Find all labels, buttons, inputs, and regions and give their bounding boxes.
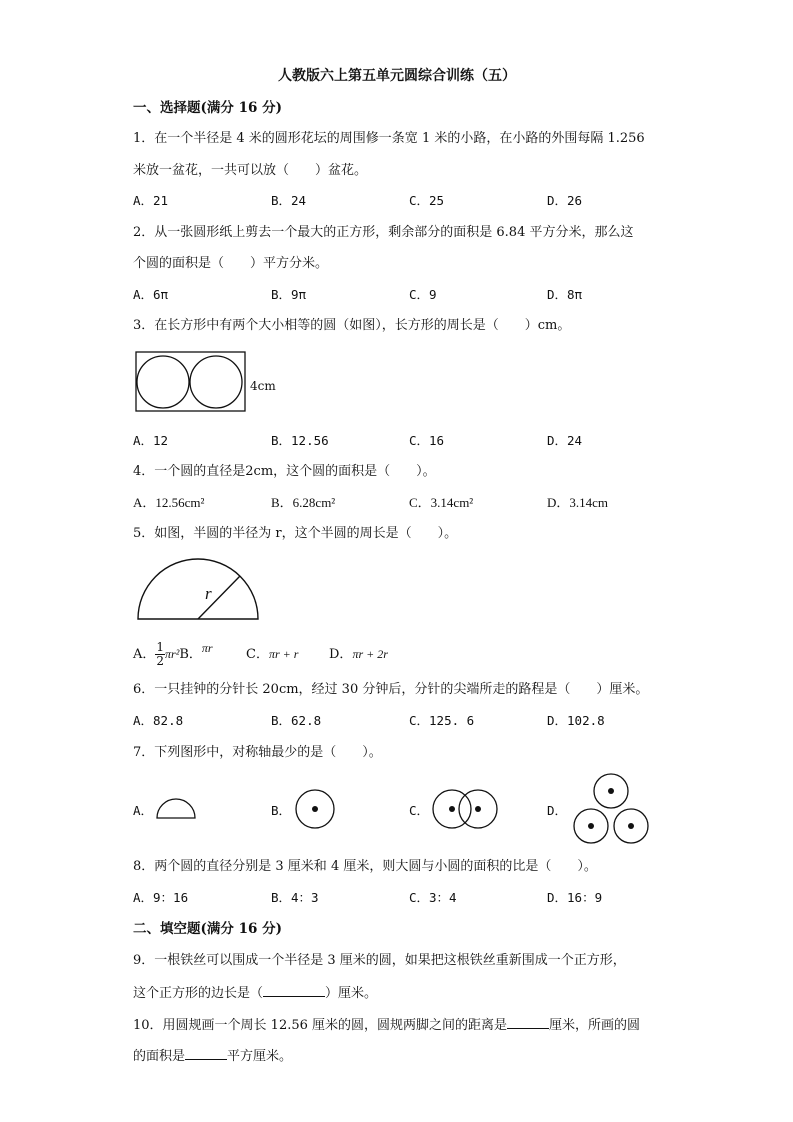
q3-option-d[interactable]: D．24 xyxy=(547,433,583,448)
q10-text-line1-end: 厘米，所画的圆 xyxy=(549,1018,641,1033)
q9-text-line2 xyxy=(133,984,377,1002)
q2-option-d[interactable]: D．8π xyxy=(547,287,583,302)
q3-option-a[interactable]: A．12 xyxy=(133,433,169,448)
q8-option-c[interactable]: C．3：4 xyxy=(409,890,457,905)
q5-option-c-label: C． xyxy=(246,647,269,662)
q5-figure-label: r xyxy=(205,584,212,603)
q5-option-c-expr: πr + r xyxy=(268,647,299,661)
q7-option-b-label[interactable]: B． xyxy=(271,803,292,818)
q1-option-b[interactable]: B．24 xyxy=(271,193,307,208)
q7-option-c-label[interactable]: C． xyxy=(409,803,430,818)
q10-text-line2-start: 的面积是 xyxy=(133,1049,186,1064)
q4-option-d[interactable]: D．3.14cm xyxy=(547,495,609,510)
q10-text-line1-start: 10．用圆规画一个周长 12.56 厘米的圆，圆规两脚之间的距离是 xyxy=(133,1018,508,1033)
q10-text-line2 xyxy=(133,1047,292,1065)
q5-option-a[interactable] xyxy=(133,636,213,673)
q1-option-a[interactable]: A．21 xyxy=(133,193,169,208)
q4-option-c[interactable]: C．3.14cm² xyxy=(409,495,474,510)
q8-option-a[interactable]: A．9：16 xyxy=(133,890,189,905)
section-heading-fill: 二、填空题(满分 16 分) xyxy=(133,921,282,937)
q7-option-d-three-circles-icon xyxy=(570,772,652,846)
q2-text-line1: 2．从一张圆形纸上剪去一个最大的正方形，剩余部分的面积是 6.84 平方分米，那么这 xyxy=(133,225,634,240)
q9-text-line1: 9．一根铁丝可以围成一个半径是 3 厘米的圆，如果把这根铁丝重新围成一个正方形， xyxy=(133,953,626,968)
q2-text-line2: 个圆的面积是（ ）平方分米。 xyxy=(133,256,329,271)
section-heading-choice: 一、选择题(满分 16 分) xyxy=(133,100,282,116)
q9-text-line2-end: ）厘米。 xyxy=(325,986,378,1001)
q5-option-d-expr: πr + 2r xyxy=(352,647,388,661)
q8-text-line1: 8．两个圆的直径分别是 3 厘米和 4 厘米，则大圆与小圆的面积的比是（ ）。 xyxy=(133,859,597,874)
q10-text-line1 xyxy=(133,1016,640,1034)
q5-option-a-expr: πr² xyxy=(165,647,180,661)
q5-option-d[interactable] xyxy=(329,646,388,663)
q5-option-a-denominator: 2 xyxy=(156,654,165,668)
page-title: 人教版六上第五单元圆综合训练（五） xyxy=(278,68,516,84)
q5-option-b-label: B． xyxy=(179,647,202,662)
q6-option-b[interactable]: B．62.8 xyxy=(271,713,322,728)
q7-text-line1: 7．下列图形中，对称轴最少的是（ ）。 xyxy=(133,745,382,760)
q2-option-a[interactable]: A．6π xyxy=(133,287,169,302)
q6-text-line1: 6．一只挂钟的分针长 20cm，经过 30 分钟后，分针的尖端所走的路程是（ ）厘米。 xyxy=(133,682,649,697)
q6-option-d[interactable]: D．102.8 xyxy=(547,713,605,728)
q3-option-b[interactable]: B．12.56 xyxy=(271,433,329,448)
q8-option-b[interactable]: B．4：3 xyxy=(271,890,319,905)
q3-figure-rectangle-circles xyxy=(135,351,247,413)
q3-option-c[interactable]: C．16 xyxy=(409,433,445,448)
q4-option-b[interactable]: B．6.28cm² xyxy=(271,495,336,510)
q10-text-line2-end: 平方厘米。 xyxy=(227,1049,293,1064)
q5-option-d-label: D． xyxy=(329,647,353,662)
q7-option-c-two-circles-icon xyxy=(430,788,500,830)
q5-option-b-expr[interactable]: πr xyxy=(201,641,213,655)
q1-text-line1: 1．在一个半径是 4 米的圆形花坛的周围修一条宽 1 米的小路，在小路的外围每隔 1.256 xyxy=(133,131,645,146)
q6-option-c[interactable]: C．125. 6 xyxy=(409,713,475,728)
q9-answer-blank[interactable] xyxy=(263,984,325,997)
q5-text-line1: 5．如图，半圆的半径为 r，这个半圆的周长是（ ）。 xyxy=(133,526,458,541)
q5-figure-semicircle xyxy=(136,557,260,621)
q4-text-line1: 4．一个圆的直径是2cm，这个圆的面积是（ ）。 xyxy=(133,464,436,479)
q6-option-a[interactable]: A．82.8 xyxy=(133,713,184,728)
q1-option-d[interactable]: D．26 xyxy=(547,193,583,208)
q4-option-a[interactable]: A．12.56cm² xyxy=(133,495,205,510)
q9-text-line2-start: 这个正方形的边长是（ xyxy=(133,986,264,1001)
q5-option-a-label: A． xyxy=(133,647,156,662)
q7-option-d-label[interactable]: D． xyxy=(547,803,568,818)
q3-text-line1: 3．在长方形中有两个大小相等的圆（如图），长方形的周长是（ ）cm。 xyxy=(133,318,571,333)
q5-option-a-fraction xyxy=(155,641,165,668)
q3-figure-label: 4cm xyxy=(250,379,276,393)
q8-option-d[interactable]: D．16：9 xyxy=(547,890,603,905)
q1-text-line2: 米放一盆花，一共可以放（ ）盆花。 xyxy=(133,163,368,178)
q1-option-c[interactable]: C．25 xyxy=(409,193,445,208)
q7-option-a-semicircle-icon xyxy=(155,796,197,820)
q10-answer-blank-2[interactable] xyxy=(185,1047,227,1060)
q7-option-b-circle-icon xyxy=(294,788,336,830)
q5-option-a-numerator: 1 xyxy=(156,640,165,654)
q5-option-c[interactable] xyxy=(246,646,298,663)
q10-answer-blank-1[interactable] xyxy=(507,1016,549,1029)
q7-option-a-label[interactable]: A． xyxy=(133,803,154,818)
q2-option-b[interactable]: B．9π xyxy=(271,287,307,302)
q2-option-c[interactable]: C．9 xyxy=(409,287,437,302)
